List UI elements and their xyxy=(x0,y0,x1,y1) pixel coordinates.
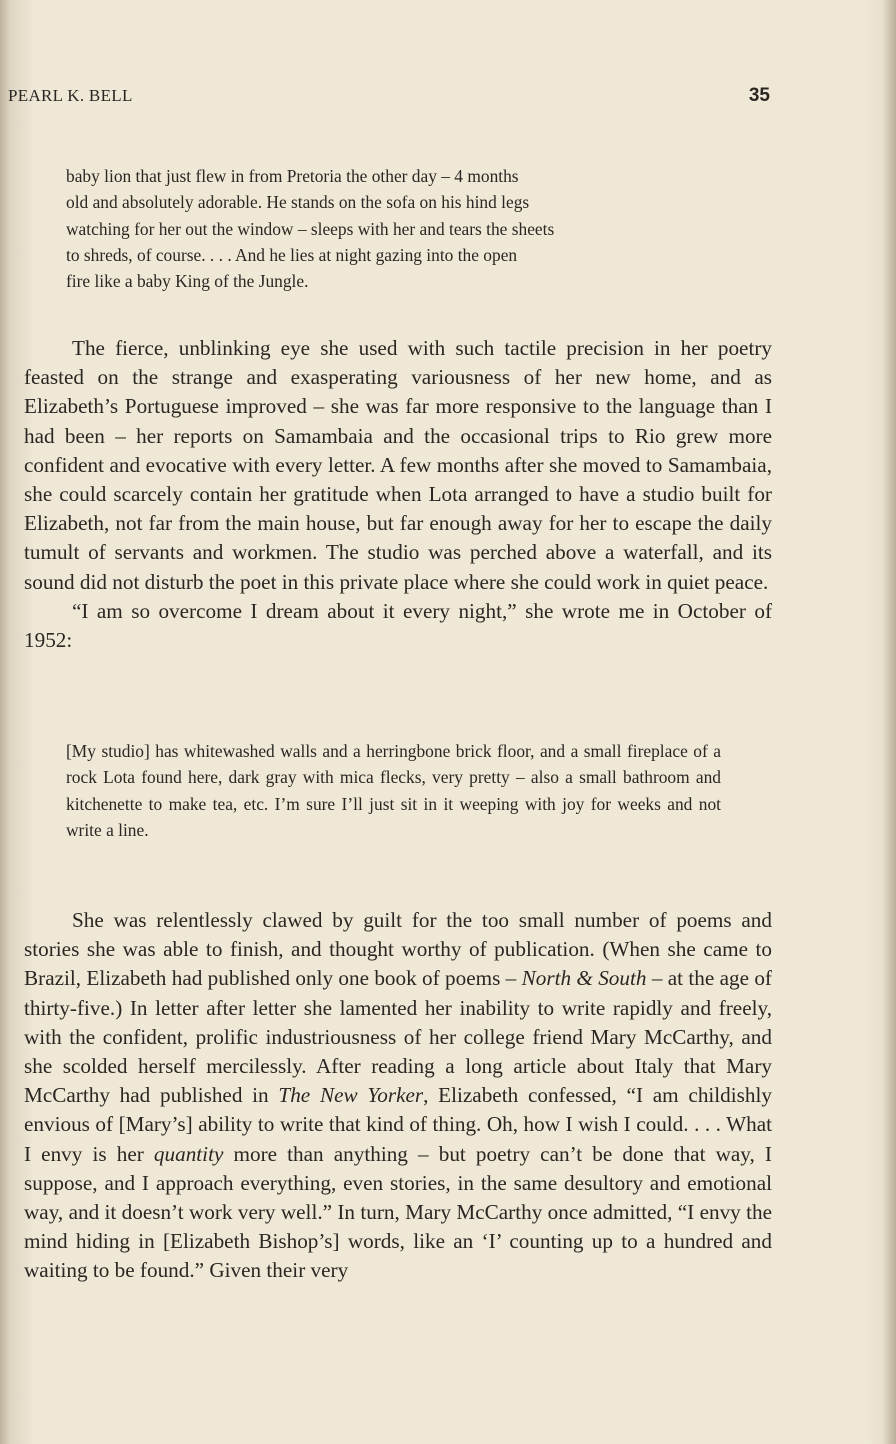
quote-line: to shreds, of course. . . . And he lies at night gazing into the open xyxy=(66,244,518,265)
running-head: PEARL K. BELL xyxy=(8,86,133,105)
body-text-section-1 xyxy=(24,334,772,655)
body-text-run: , Elizabeth confessed, “I am childishly envious of [Mary’s] ability to write that kind of thing. Oh, how I wish I could. . . . What I envy is her xyxy=(24,1083,772,1166)
page-number: 35 xyxy=(748,85,770,106)
page-header xyxy=(8,86,770,110)
body-text-section-2 xyxy=(24,906,772,1286)
quote-line: old and absolutely adorable. He stands on the sofa on his hind legs xyxy=(66,192,530,213)
block-quote-letter-excerpt xyxy=(66,163,721,294)
body-text-run: – at the age of thirty-five.) In letter after letter she lamented her inability to write rapidly and freely, with the confident, prolific industriousness of her college friend Mary McCarthy, and she scolded herself mercilessly. After reading a long article about Italy that Mary McCarthy had published in xyxy=(24,966,772,1108)
body-text-run: more than anything – but poetry can’t be done that way, I suppose, and I approach everything, even stories, in the same desultory and emotional way, and it doesn’t work very well.” In turn, Mary McCarthy once admitted, “I envy the mind hiding in [Elizabeth Bishop’s] words, like an ‘I’ counting up to a hundred and waiting to be found.” Given their very xyxy=(24,1141,772,1283)
quote-line: watching for her out the window – sleeps with her and tears the sheets xyxy=(66,218,555,239)
quote-line: baby lion that just flew in from Pretoria the other day – 4 months xyxy=(66,166,519,186)
body-paragraph xyxy=(24,906,772,1286)
body-paragraph: The fierce, unblinking eye she used with such tactile precision in her poetry feasted on the strange and exasperating variousness of her new home, and as Elizabeth’s Portuguese improved – she was far more responsive to the language than I had been – her reports on Samambaia and the occasional trips to Rio grew more confident and evocative with every letter. A few months after she moved to Samambaia, she could scarcely contain her gratitude when Lota arranged to have a studio built for Elizabeth, not far from the main house, but far enough away for her to escape the daily tumult of servants and workmen. The studio was perched above a waterfall, and its sound did not disturb the poet in this private place where she could work in quiet peace. xyxy=(24,336,772,594)
magazine-title-new-yorker: The New Yorker xyxy=(278,1083,424,1108)
body-text-run: She was relentlessly clawed by guilt for the too small number of poems and stories she was able to finish, and thought worthy of publication. (When she came to Brazil, Elizabeth had published only one book of poems – xyxy=(24,908,772,991)
body-paragraph: “I am so overcome I dream about it every night,” she wrote me in October of 1952: xyxy=(24,598,772,653)
quote-line: fire like a baby King of the Jungle. xyxy=(66,271,309,292)
block-quote-paragraph: [My studio] has whitewashed walls and a herringbone brick floor, and a small fireplace of a rock Lota found here, dark gray with mica flecks, very pretty – also a small bathroom and kitchenette to make tea, etc. I’m sure I’ll just sit in it weeping with joy for weeks and not write a line. xyxy=(66,741,721,840)
book-title-north-and-south: North & South xyxy=(521,966,647,991)
block-quote-studio-letter xyxy=(66,738,721,843)
block-quote-paragraph xyxy=(66,163,721,294)
emphasis-quantity: quantity xyxy=(153,1141,224,1166)
